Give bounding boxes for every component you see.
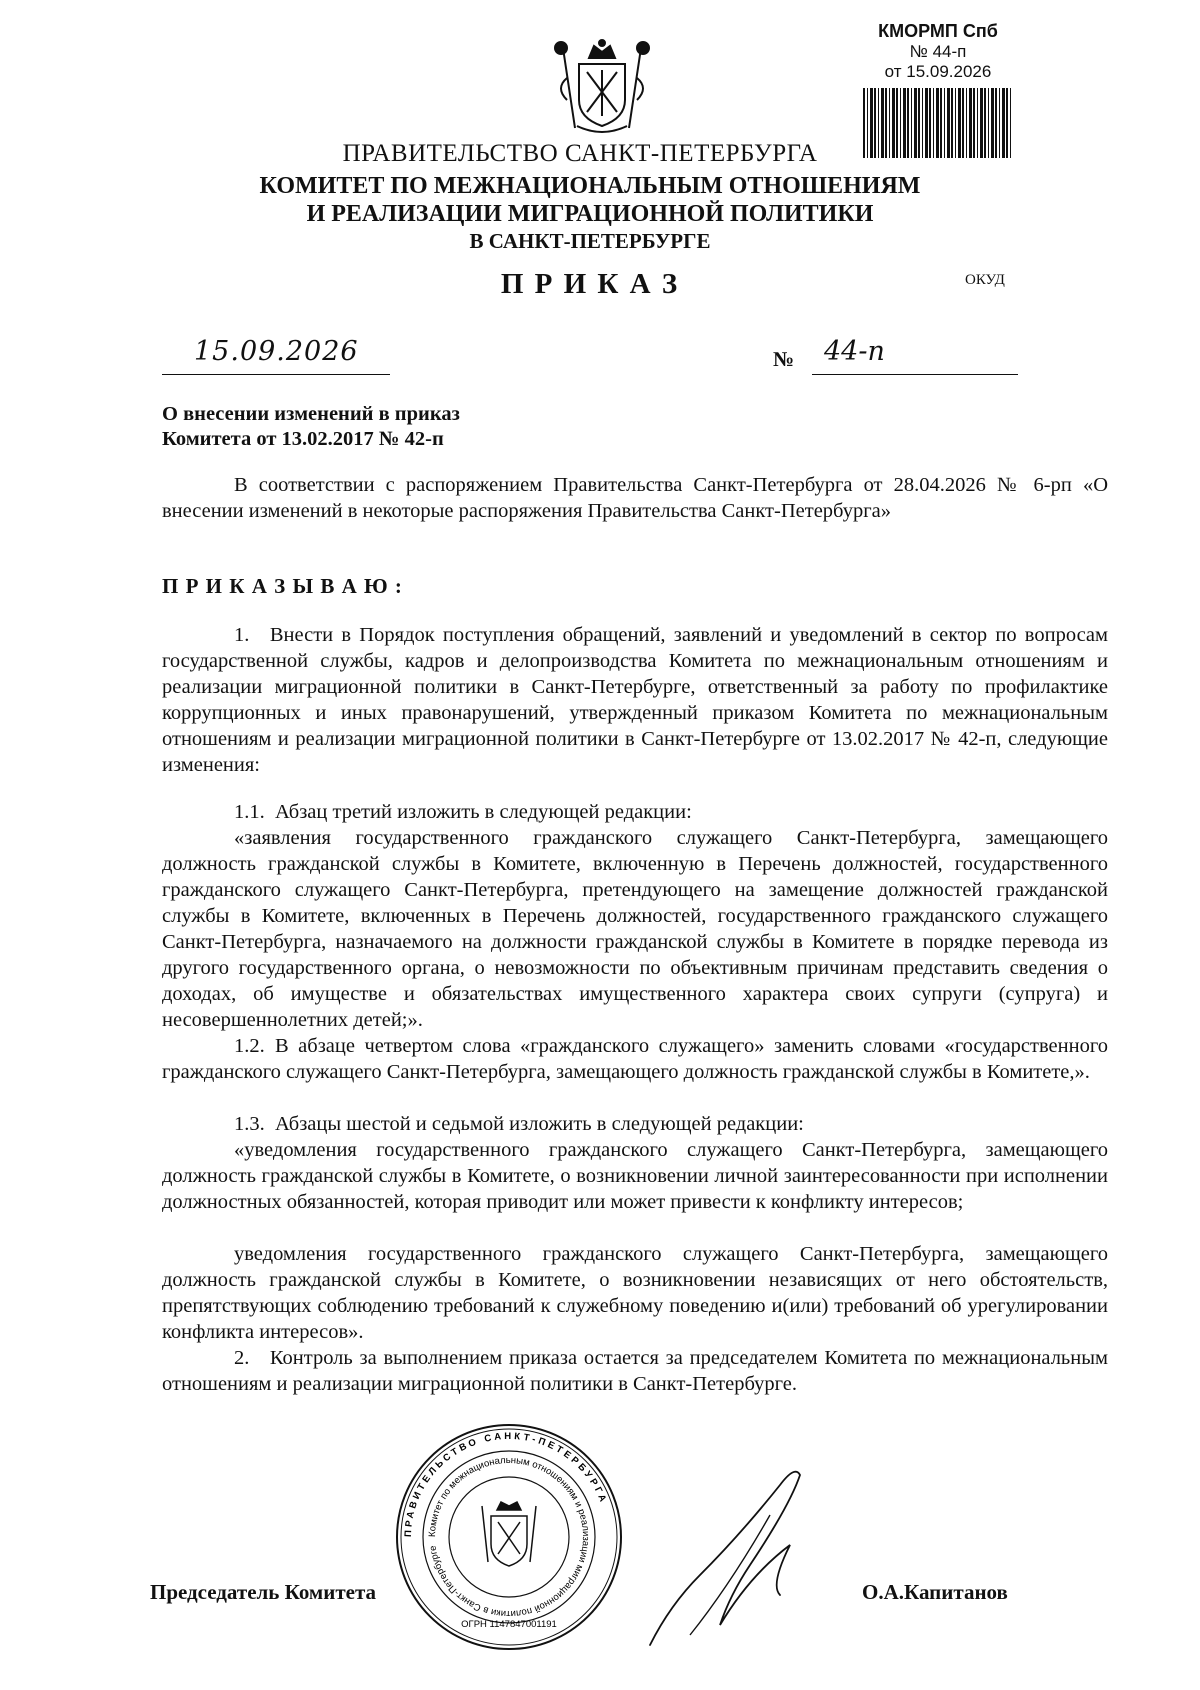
committee-name-line2: И РЕАЛИЗАЦИИ МИГРАЦИОННОЙ ПОЛИТИКИ: [306, 201, 874, 227]
paragraph-1-1: 1.1. Абзац третий изложить в следующей редакции:: [234, 801, 692, 823]
order-word: П Р И К А З Ы В А Ю :: [162, 574, 403, 598]
committee-name-line1: КОМИТЕТ ПО МЕЖНАЦИОНАЛЬНЫМ ОТНОШЕНИЯМ: [259, 173, 921, 199]
government-name: ПРАВИТЕЛЬСТВО САНКТ-ПЕТЕРБУРГА: [342, 140, 818, 167]
seal-outer-text: ПРАВИТЕЛЬСТВО САНКТ-ПЕТЕРБУРГА: [402, 1430, 610, 1538]
seal-ogrn: ОГРН 1147847001191: [461, 1619, 557, 1630]
paragraph-1-3-quote1: «уведомления государственного гражданского служащего Санкт-Петербурга, замещающего должность гражданской службы в Комитете, о возникновении личной заинтересованности при исполнении должностных обязанностей, которая приводит или может привести к конфликту интересов;: [162, 1139, 1108, 1213]
registration-stamp: [858, 20, 1018, 170]
okud-label: ОКУД: [965, 272, 1005, 288]
seal-emblem-icon: [482, 1502, 536, 1566]
handwritten-signature: [630, 1455, 830, 1655]
paragraph-1-3: 1.3. Абзацы шестой и седьмой изложить в следующей редакции:: [234, 1113, 804, 1135]
seal-inner-text: Комитет по межнациональным отношениям и реализации миграционной политики в Санкт-Петербурге: [426, 1454, 592, 1620]
preamble-paragraph: В соответствии с распоряжением Правительства Санкт-Петербурга от 28.04.2026 № 6-рп «О внесении изменений в некоторые распоряжения Правительства Санкт-Петербурга»: [162, 474, 1108, 522]
paragraph-1-1-quote: «заявления государственного гражданского служащего Санкт-Петербурга, замещающего должность гражданской службы в Комитете, включенную в Перечень должностей, государственного гражданского служащего Санкт-Петербурга, претендующего на замещение должностей гражданской службы в Комитете, включенных в Перечень должностей, государственного гражданского служащего Санкт-Петербурга, назначаемого на должности гражданской службы в Комитете в порядке перевода из другого государственного органа, о невозможности по объективным причинам представить сведения о доходах, об имуществе и обязательствах имущественного характера своих супруги (супруга) и несовершеннолетних детей;».: [162, 827, 1108, 1031]
official-seal: [394, 1422, 624, 1652]
order-number-label: №: [773, 347, 795, 371]
subject-line2: Комитета от 13.02.2017 № 42-п: [162, 428, 444, 450]
signatory-position: Председатель Комитета: [150, 1580, 377, 1604]
coat-of-arms-icon: [547, 38, 657, 140]
order-date-field: [162, 336, 390, 375]
committee-name-line3: В САНКТ-ПЕТЕРБУРГЕ: [469, 229, 711, 253]
paragraph-1: 1. Внести в Порядок поступления обращений, заявлений и уведомлений в сектор по вопросам государственной службы, кадров и делопроизводства Комитета по межнациональным отношениям и реализации миграционной политики в Санкт-Петербурге, ответственный за работу по профилактике коррупционных и иных правонарушений, утвержденный приказом Комитета по межнациональным отношениям и реализации миграционной политики в Санкт-Петербурге от 13.02.2017 № 42-п, следующие изменения:: [162, 624, 1108, 776]
signatory-name: О.А.Капитанов: [862, 1580, 1008, 1604]
paragraph-1-2: 1.2. В абзаце четвертом слова «гражданского служащего» заменить словами «государственного гражданского служащего Санкт-Петербурга, замещающего должность гражданской службы в Комитете,».: [162, 1035, 1108, 1083]
order-number-handwritten: 44-п: [824, 336, 885, 367]
order-date-handwritten: 15.09.2026: [194, 336, 359, 367]
order-number-field: [812, 336, 1018, 375]
paragraph-1-3-quote2: уведомления государственного гражданского служащего Санкт-Петербурга, замещающего должность гражданской службы в Комитете, о возникновении независящих от него обстоятельств, препятствующих соблюдению требований к служебному поведению и(или) требований об урегулировании конфликта интересов».: [162, 1243, 1108, 1343]
subject-line1: О внесении изменений в приказ: [162, 403, 460, 425]
reg-stamp-number: № 44-п: [909, 42, 967, 61]
reg-stamp-org: КМОРМП Спб: [878, 21, 998, 41]
paragraph-2: 2. Контроль за выполнением приказа остается за председателем Комитета по межнациональным отношениям и реализации миграционной политики в Санкт-Петербурге.: [162, 1347, 1108, 1395]
barcode: [863, 88, 1013, 158]
doc-type-title: П Р И К А З: [500, 268, 680, 300]
reg-stamp-date: от 15.09.2026: [884, 62, 992, 81]
